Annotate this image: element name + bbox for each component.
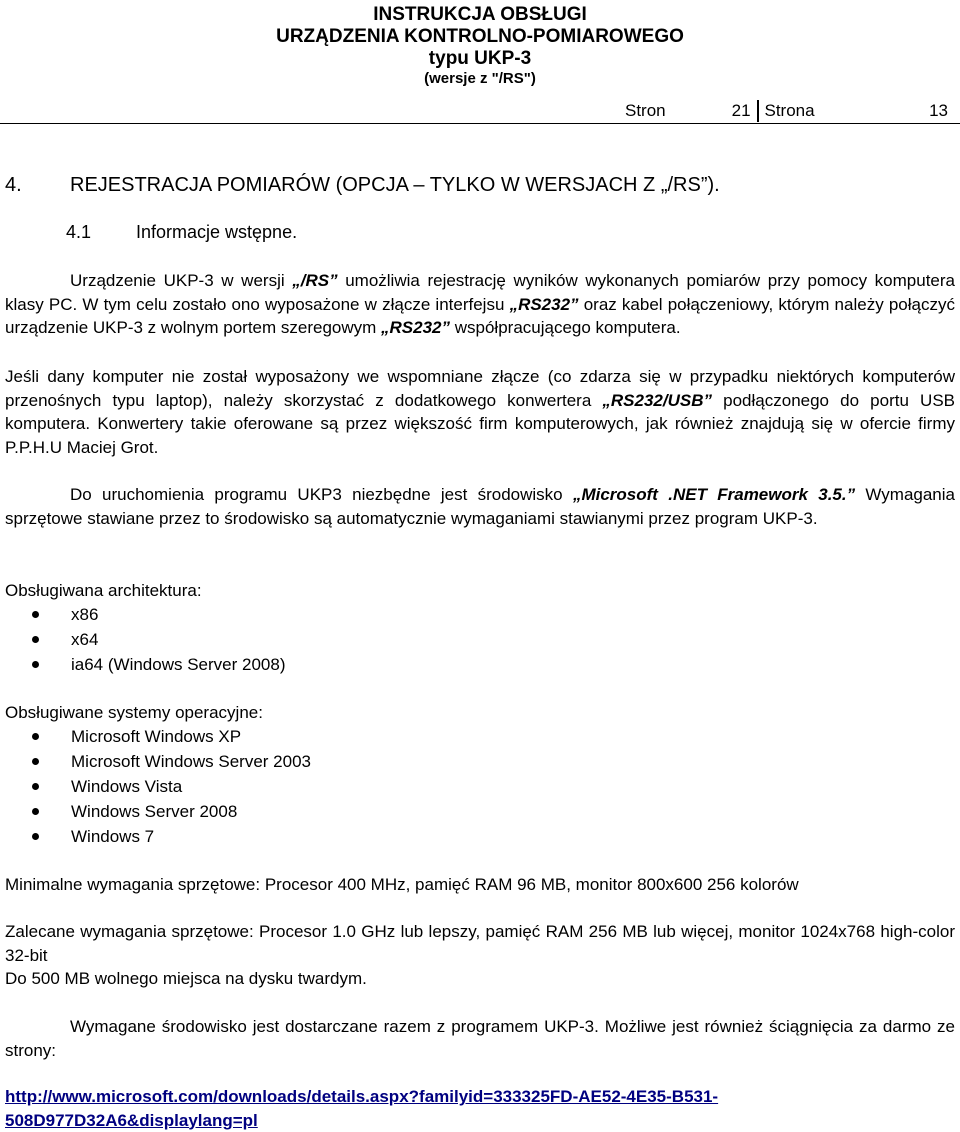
- architecture-list: [5, 602, 955, 677]
- os-list: [5, 724, 955, 849]
- os-label: Obsługiwane systemy operacyjne:: [5, 703, 263, 722]
- page-info-divider: [757, 100, 759, 122]
- list-item: x64: [5, 627, 955, 652]
- subsection-heading: [5, 220, 955, 244]
- download-link-line2[interactable]: 508D977D32A6&displaylang=pl: [5, 1110, 258, 1130]
- pages-total-value: 21: [731, 101, 751, 120]
- disk-requirements: Do 500 MB wolnego miejsca na dysku twardym.: [5, 969, 367, 988]
- paragraph-download: Wymagane środowisko jest dostarczane razem z programem UKP-3. Możliwe jest również ściągnięcia za darmo ze strony:: [5, 1017, 955, 1060]
- header-divider: [0, 123, 960, 124]
- header-type: typu UKP-3: [428, 47, 532, 69]
- pages-total-label: Stron: [625, 101, 666, 120]
- header-title: INSTRUKCJA OBSŁUGI: [373, 4, 587, 25]
- list-item: Windows Server 2008: [5, 799, 955, 824]
- recommended-requirements: Zalecane wymagania sprzętowe: Procesor 1.0 GHz lub lepszy, pamięć RAM 256 MB lub więcej, monitor 1024x768 high-color 32-bit: [5, 922, 955, 965]
- subsection-number: 4.1: [66, 222, 92, 242]
- list-item: Windows 7: [5, 824, 955, 849]
- list-item: Windows Vista: [5, 774, 955, 799]
- page-number-label: Strona: [764, 101, 815, 120]
- list-item: ia64 (Windows Server 2008): [5, 652, 955, 677]
- paragraph-framework: Do uruchomienia programu UKP3 niezbędne jest środowisko „Microsoft .NET Framework 3.5.” Wymagania sprzętowe stawiane przez to środowisko są automatycznie wymaganiami stawianymi przez program UKP-3.: [5, 485, 955, 528]
- list-item: Microsoft Windows Server 2003: [5, 749, 955, 774]
- page-number-value: 13: [929, 101, 949, 120]
- section-number: 4.: [5, 174, 22, 196]
- paragraph-converter: Jeśli dany komputer nie został wyposażony we wspomniane złącze (co zdarza się w przypadku niektórych komputerów przenośnych typu laptop), należy skorzystać z dodatkowego konwertera „RS232/USB” podłączonego do portu USB komputera. Konwertery takie oferowane są przez większość firm komputerowych, jak również znajdują się w ofercie firmy P.P.H.U Maciej Grot.: [5, 367, 955, 457]
- section-heading: [5, 172, 955, 198]
- list-item: x86: [5, 602, 955, 627]
- minimum-requirements: Minimalne wymagania sprzętowe: Procesor 400 MHz, pamięć RAM 96 MB, monitor 800x600 256 kolorów: [5, 875, 799, 894]
- document-header: [0, 4, 960, 87]
- list-item: Microsoft Windows XP: [5, 724, 955, 749]
- architecture-label: Obsługiwana architektura:: [5, 581, 202, 600]
- section-title: REJESTRACJA POMIARÓW (OPCJA – TYLKO W WERSJACH Z „/RS”).: [70, 174, 720, 196]
- paragraph-intro: Urządzenie UKP-3 w wersji „/RS” umożliwia rejestrację wyników wykonanych pomiarów przy pomocy komputera klasy PC. W tym celu zostało ono wyposażone w złącze interfejsu „RS232” oraz kabel połączeniowy, którym należy połączyć urządzenie UKP-3 z wolnym portem szeregowym „RS232” współpracującego komputera.: [5, 271, 955, 337]
- header-device: URZĄDZENIA KONTROLNO-POMIAROWEGO: [276, 25, 684, 47]
- page-info: [610, 99, 960, 123]
- subsection-title: Informacje wstępne.: [136, 222, 298, 242]
- header-versions: (wersje z "/RS"): [424, 69, 536, 87]
- download-link-line1[interactable]: http://www.microsoft.com/downloads/details.aspx?familyid=333325FD-AE52-4E35-B531-: [5, 1087, 719, 1106]
- download-link[interactable]: [5, 1085, 955, 1132]
